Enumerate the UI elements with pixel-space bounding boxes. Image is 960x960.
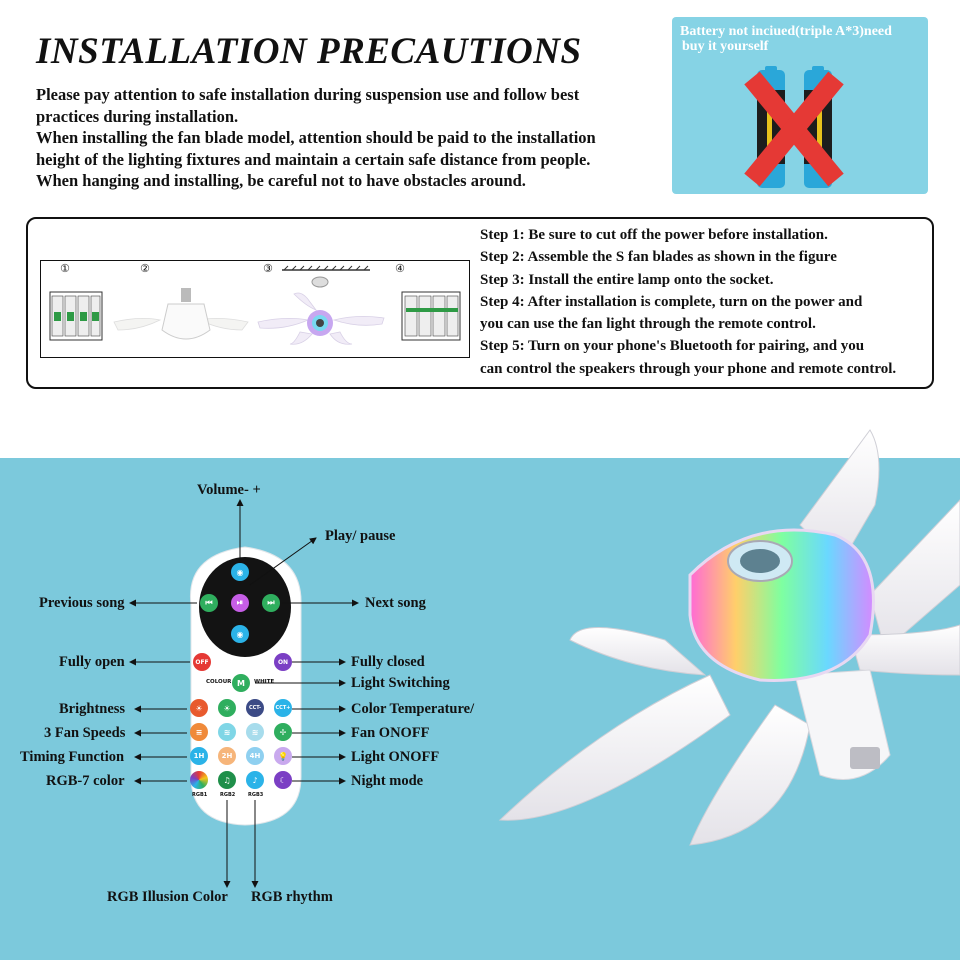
- step-line: Step 5: Turn on your phone's Bluetooth for pairing, and you: [480, 338, 865, 355]
- figure-number: ④: [395, 262, 405, 275]
- rgb2-label: RGB2: [220, 792, 236, 798]
- white-label: WHITE: [254, 679, 275, 685]
- step-line: you can use the fan light through the remote control.: [480, 316, 816, 333]
- brightness-down-button[interactable]: ☀: [190, 699, 208, 717]
- fan-speed-1-button[interactable]: ≡: [190, 723, 208, 741]
- fan-light-product-image: [490, 425, 960, 860]
- rgb-illusion-color-label: RGB Illusion Color: [107, 889, 228, 905]
- light-switching-label: Light Switching: [351, 675, 450, 691]
- figure-number: ②: [140, 262, 150, 275]
- next-song-label: Next song: [365, 595, 426, 611]
- fully-open-label: Fully open: [59, 654, 125, 670]
- step-line: Step 3: Install the entire lamp onto the socket.: [480, 271, 774, 288]
- volume-button[interactable]: ◉: [231, 563, 249, 581]
- brightness-up-button[interactable]: ☀: [218, 699, 236, 717]
- rgb-7-color-label: RGB-7 color: [46, 773, 125, 789]
- intro-line: practices during installation.: [36, 106, 239, 126]
- fan-speeds-label: 3 Fan Speeds: [44, 725, 126, 741]
- battery-note: [680, 24, 925, 54]
- intro-line: Please pay attention to safe installation during suspension use and follow best: [36, 85, 580, 104]
- intro-line: When hanging and installing, be careful not to have obstacles around.: [36, 171, 526, 190]
- light-onoff-label: Light ONOFF: [351, 749, 440, 765]
- fan-onoff-button[interactable]: ✢: [274, 723, 292, 741]
- volume-label: Volume- +: [197, 482, 261, 498]
- installation-steps: [480, 224, 940, 380]
- page-title: INSTALLATION PRECAUTIONS: [36, 31, 582, 72]
- brightness-label: Brightness: [59, 701, 126, 717]
- previous-song-label: Previous song: [39, 595, 125, 611]
- rgb1-label: RGB1: [192, 792, 208, 798]
- light-onoff-button[interactable]: 💡: [274, 747, 292, 765]
- fully-open-button[interactable]: OFF: [193, 653, 211, 671]
- fan-speed-3-button[interactable]: ≋: [246, 723, 264, 741]
- fully-closed-label: Fully closed: [351, 654, 425, 670]
- intro-line: When installing the fan blade model, attention should be paid to the installation: [36, 128, 596, 147]
- circuit-breaker-icon: [402, 292, 460, 340]
- night-mode-label: Night mode: [351, 773, 424, 789]
- fan-speed-2-button[interactable]: ≋: [218, 723, 236, 741]
- play-pause-arrow: [250, 538, 316, 585]
- rgb3-label: RGB3: [248, 792, 264, 798]
- timer-2h-button[interactable]: 2H: [218, 747, 236, 765]
- step-line: Step 4: After installation is complete, turn on the power and: [480, 293, 863, 310]
- circuit-breaker-icon: [50, 292, 102, 340]
- intro-paragraph: [36, 84, 656, 192]
- fan-assembly-icon: [114, 288, 248, 339]
- play-pause-label: Play/ pause: [325, 528, 396, 544]
- rgb-illusion-button[interactable]: ♫: [218, 771, 236, 789]
- volume-down-button[interactable]: ◉: [231, 625, 249, 643]
- intro-line: height of the lighting fixtures and maintain a certain safe distance from people.: [36, 149, 591, 169]
- previous-song-button[interactable]: ⏮: [200, 594, 218, 612]
- night-mode-button[interactable]: ☾: [274, 771, 292, 789]
- cct-plus-button[interactable]: CCT+: [274, 699, 292, 717]
- light-switching-button[interactable]: M: [232, 674, 250, 692]
- battery-note-line: Battery not inciued(triple A*3)need: [680, 24, 892, 39]
- figure-number: ③: [263, 262, 273, 275]
- figure-number: ①: [60, 262, 70, 275]
- installed-fan-icon: [258, 266, 384, 344]
- battery-note-line: buy it yourself: [682, 39, 769, 54]
- play-pause-button[interactable]: ⏯: [231, 594, 249, 612]
- rgb-rhythm-label: RGB rhythm: [251, 889, 333, 905]
- rgb-rhythm-button[interactable]: ♪: [246, 771, 264, 789]
- fan-onoff-label: Fan ONOFF: [351, 725, 430, 741]
- installation-diagram-drawings: [40, 260, 470, 358]
- step-line: can control the speakers through your phone and remote control.: [480, 360, 897, 377]
- timer-1h-button[interactable]: 1H: [190, 747, 208, 765]
- timer-4h-button[interactable]: 4H: [246, 747, 264, 765]
- colour-label: COLOUR: [206, 679, 232, 685]
- timing-function-label: Timing Function: [20, 749, 125, 765]
- cct-minus-button[interactable]: CCT-: [246, 699, 264, 717]
- fully-closed-button[interactable]: ON: [274, 653, 292, 671]
- step-line: Step 1: Be sure to cut off the power before installation.: [480, 227, 828, 243]
- batteries-crossed-image: [740, 66, 870, 192]
- next-song-button[interactable]: ⏭: [262, 594, 280, 612]
- color-temperature-label: Color Temperature/: [351, 701, 475, 717]
- step-line: Step 2: Assemble the S fan blades as shown in the figure: [480, 249, 837, 266]
